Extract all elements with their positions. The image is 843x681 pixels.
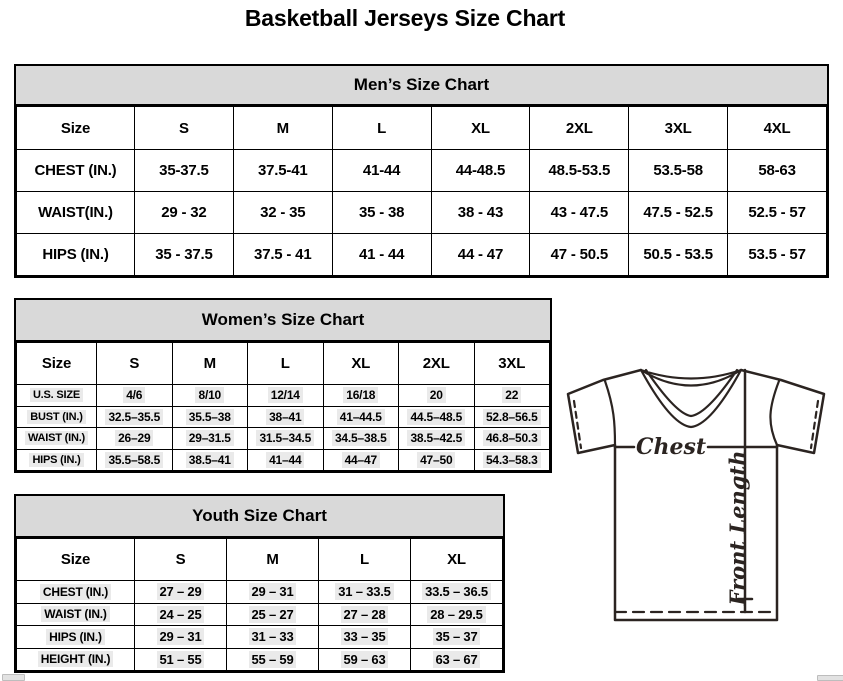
size-value-cell: 47.5 - 52.5: [629, 192, 728, 234]
womens-table: [16, 342, 550, 471]
size-value-cell: [227, 581, 319, 604]
size-value-cell: 44-48.5: [431, 150, 530, 192]
size-value-cell: 48.5-53.5: [530, 150, 629, 192]
size-column-header: Size: [17, 107, 135, 150]
highlighted-text: 12/14: [268, 387, 303, 403]
youth-table: [16, 538, 503, 671]
highlighted-text: 31.5–34.5: [256, 430, 314, 446]
highlighted-text: 25 – 27: [249, 606, 297, 623]
size-value-cell: [248, 428, 324, 450]
size-value-cell: [135, 603, 227, 626]
highlighted-text: 31 – 33.5: [335, 583, 393, 600]
table-row: [17, 648, 503, 671]
size-value-cell: [248, 406, 324, 428]
size-value-cell: 44 - 47: [431, 234, 530, 276]
highlighted-text: 35 – 37: [433, 628, 481, 645]
size-value-cell: [319, 581, 411, 604]
highlighted-text: 38.5–42.5: [407, 430, 465, 446]
highlighted-text: HIPS (IN.): [46, 629, 105, 645]
highlighted-text: 52.8–56.5: [483, 409, 541, 425]
highlighted-text: 20: [427, 387, 446, 403]
size-value-cell: [474, 385, 550, 407]
size-value-cell: 37.5 - 41: [233, 234, 332, 276]
size-value-cell: [227, 603, 319, 626]
size-column-header: 4XL: [728, 107, 827, 150]
highlighted-text: 47–50: [417, 452, 455, 468]
size-column-header: S: [135, 539, 227, 581]
highlighted-text: 35.5–38: [186, 409, 234, 425]
size-value-cell: [97, 406, 173, 428]
page-title: Basketball Jerseys Size Chart: [244, 5, 566, 31]
size-column-header: 2XL: [530, 107, 629, 150]
highlighted-text: WAIST (IN.): [41, 606, 109, 622]
table-row: [17, 581, 503, 604]
jersey-outline: [568, 370, 824, 620]
size-value-cell: [135, 581, 227, 604]
size-value-cell: 41 - 44: [332, 234, 431, 276]
chest-label: Chest: [635, 434, 707, 460]
size-column-header: XL: [411, 539, 503, 581]
size-value-cell: [319, 648, 411, 671]
womens-chart-title: Women’s Size Chart: [16, 300, 550, 342]
highlighted-text: 35.5–58.5: [105, 452, 163, 468]
jersey-measurement-diagram: [557, 361, 843, 627]
highlighted-text: 16/18: [343, 387, 378, 403]
size-column-header: L: [248, 343, 324, 385]
size-value-cell: [135, 648, 227, 671]
size-value-cell: [474, 406, 550, 428]
highlighted-text: 44.5–48.5: [407, 409, 465, 425]
highlighted-text: 4/6: [123, 387, 145, 403]
front-length-label: Front Length: [725, 450, 750, 606]
size-value-cell: [172, 406, 248, 428]
mens-table: [16, 106, 827, 276]
row-label-cell: CHEST (IN.): [17, 150, 135, 192]
size-value-cell: [323, 449, 399, 471]
size-value-cell: [319, 603, 411, 626]
jersey-sleeve-seam-right: [770, 381, 779, 445]
size-value-cell: [172, 428, 248, 450]
highlighted-text: 32.5–35.5: [105, 409, 163, 425]
highlighted-text: HEIGHT (IN.): [38, 651, 114, 667]
size-value-cell: 52.5 - 57: [728, 192, 827, 234]
size-column-header: L: [319, 539, 411, 581]
mens-size-chart: [14, 64, 829, 278]
size-column-header: XL: [431, 107, 530, 150]
size-value-cell: [97, 449, 173, 471]
jersey-collar: [641, 370, 741, 427]
row-label-cell: [17, 603, 135, 626]
size-column-header: S: [135, 107, 234, 150]
highlighted-text: 31 – 33: [249, 628, 297, 645]
size-value-cell: 38 - 43: [431, 192, 530, 234]
highlighted-text: 29–31.5: [186, 430, 234, 446]
size-value-cell: [411, 581, 503, 604]
size-header-row: [17, 343, 550, 385]
size-value-cell: [411, 648, 503, 671]
row-label-cell: [17, 581, 135, 604]
highlighted-text: 38–41: [266, 409, 304, 425]
size-value-cell: [227, 648, 319, 671]
highlighted-text: 41–44: [266, 452, 304, 468]
size-value-cell: [399, 449, 475, 471]
row-label-cell: [17, 406, 97, 428]
womens-size-chart: [14, 298, 552, 473]
size-header-row: [17, 539, 503, 581]
size-value-cell: 37.5-41: [233, 150, 332, 192]
size-value-cell: [248, 385, 324, 407]
row-label-cell: [17, 626, 135, 649]
size-value-cell: [323, 428, 399, 450]
size-column-header: 3XL: [474, 343, 550, 385]
size-value-cell: [172, 385, 248, 407]
size-value-cell: [227, 626, 319, 649]
size-header-row: [17, 107, 827, 150]
highlighted-text: 51 – 55: [157, 651, 205, 668]
highlighted-text: HIPS (IN.): [29, 453, 83, 467]
row-label-cell: [17, 385, 97, 407]
highlighted-text: 8/10: [195, 387, 224, 403]
row-label-cell: [17, 428, 97, 450]
size-column-header: Size: [17, 343, 97, 385]
size-value-cell: [399, 406, 475, 428]
size-column-header: 2XL: [399, 343, 475, 385]
highlighted-text: 59 – 63: [341, 651, 389, 668]
highlighted-text: 55 – 59: [249, 651, 297, 668]
size-value-cell: [319, 626, 411, 649]
size-value-cell: [135, 626, 227, 649]
size-value-cell: 35-37.5: [135, 150, 234, 192]
table-row: [17, 428, 550, 450]
size-value-cell: 53.5-58: [629, 150, 728, 192]
highlighted-text: 41–44.5: [337, 409, 385, 425]
table-row: [17, 192, 827, 234]
size-value-cell: 53.5 - 57: [728, 234, 827, 276]
size-column-header: L: [332, 107, 431, 150]
size-value-cell: [411, 626, 503, 649]
highlighted-text: 24 – 25: [157, 606, 205, 623]
highlighted-text: 26–29: [115, 430, 153, 446]
highlighted-text: CHEST (IN.): [40, 584, 111, 600]
size-value-cell: 35 - 38: [332, 192, 431, 234]
youth-size-chart: [14, 494, 505, 673]
highlighted-text: WAIST (IN.): [25, 431, 88, 445]
highlighted-text: 38.5–41: [186, 452, 234, 468]
row-label-cell: HIPS (IN.): [17, 234, 135, 276]
size-column-header: M: [227, 539, 319, 581]
size-value-cell: [399, 428, 475, 450]
highlighted-text: U.S. SIZE: [30, 388, 83, 402]
size-value-cell: [474, 428, 550, 450]
size-value-cell: 32 - 35: [233, 192, 332, 234]
highlighted-text: 63 – 67: [433, 651, 481, 668]
highlighted-text: 33.5 – 36.5: [422, 583, 491, 600]
size-value-cell: 47 - 50.5: [530, 234, 629, 276]
row-label-cell: [17, 449, 97, 471]
highlighted-text: 33 – 35: [341, 628, 389, 645]
size-value-cell: 29 - 32: [135, 192, 234, 234]
size-value-cell: 43 - 47.5: [530, 192, 629, 234]
highlighted-text: BUST (IN.): [27, 410, 85, 424]
highlighted-text: 54.3–58.3: [483, 452, 541, 468]
size-value-cell: [172, 449, 248, 471]
highlighted-text: 28 – 29.5: [427, 606, 485, 623]
size-value-cell: [323, 385, 399, 407]
size-value-cell: [323, 406, 399, 428]
jersey-sleeve-seam-left: [605, 381, 615, 445]
table-row: [17, 603, 503, 626]
table-row: [17, 626, 503, 649]
size-value-cell: 58-63: [728, 150, 827, 192]
highlighted-text: 27 – 28: [341, 606, 389, 623]
size-value-cell: [97, 385, 173, 407]
highlighted-text: 29 – 31: [157, 628, 205, 645]
size-value-cell: [248, 449, 324, 471]
size-value-cell: [399, 385, 475, 407]
scrollbar-fragment-left[interactable]: [2, 674, 25, 681]
size-column-header: S: [97, 343, 173, 385]
size-value-cell: 50.5 - 53.5: [629, 234, 728, 276]
row-label-cell: [17, 648, 135, 671]
size-column-header: M: [172, 343, 248, 385]
table-row: [17, 150, 827, 192]
table-row: [17, 385, 550, 407]
highlighted-text: 29 – 31: [249, 583, 297, 600]
size-value-cell: 35 - 37.5: [135, 234, 234, 276]
highlighted-text: 44–47: [342, 452, 380, 468]
size-value-cell: [97, 428, 173, 450]
table-row: [17, 406, 550, 428]
highlighted-text: 27 – 29: [157, 583, 205, 600]
highlighted-text: 34.5–38.5: [332, 430, 390, 446]
size-column-header: XL: [323, 343, 399, 385]
size-value-cell: 41-44: [332, 150, 431, 192]
size-value-cell: [411, 603, 503, 626]
size-value-cell: [474, 449, 550, 471]
highlighted-text: 22: [502, 387, 521, 403]
youth-chart-title: Youth Size Chart: [16, 496, 503, 538]
highlighted-text: 46.8–50.3: [483, 430, 541, 446]
size-column-header: 3XL: [629, 107, 728, 150]
row-label-cell: WAIST(IN.): [17, 192, 135, 234]
table-row: [17, 449, 550, 471]
scrollbar-fragment-right[interactable]: [817, 675, 843, 681]
size-column-header: Size: [17, 539, 135, 581]
table-row: [17, 234, 827, 276]
size-column-header: M: [233, 107, 332, 150]
mens-chart-title: Men’s Size Chart: [16, 66, 827, 106]
